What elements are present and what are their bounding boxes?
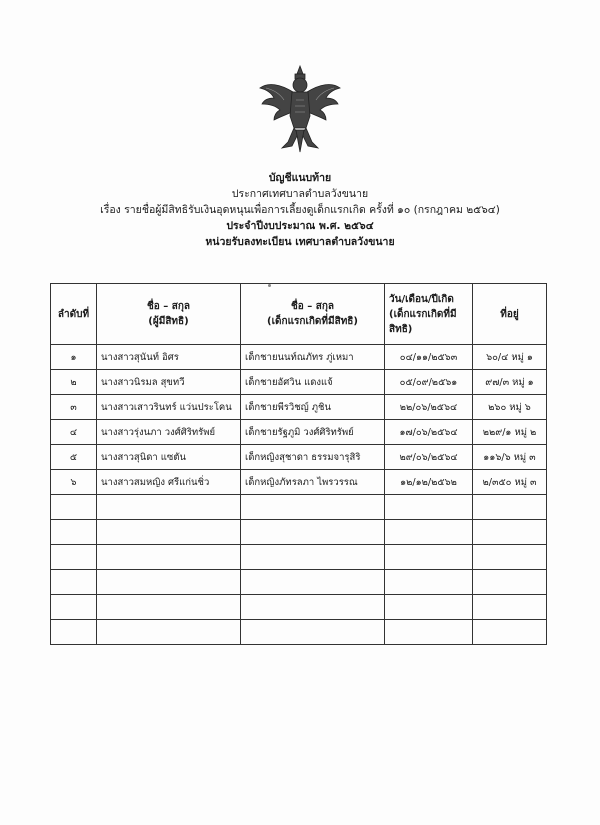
registration-unit-line: หน่วยรับลงทะเบียน เทศบาลตำบลวังขนาย [205, 236, 395, 248]
beneficiary-table [50, 283, 547, 645]
empty-table-row [51, 595, 547, 620]
cell-birthdate: ๑๒/๑๒/๒๕๖๒ [385, 470, 473, 495]
column-header-address: ที่อยู่ [473, 284, 547, 345]
cell-birthdate: ๑๗/๐๖/๒๕๖๔ [385, 420, 473, 445]
empty-table-row [51, 620, 547, 645]
announcement-title: ประกาศเทศบาลตำบลวังขนาย [231, 188, 369, 200]
empty-table-row [51, 545, 547, 570]
column-header-child: ชื่อ – สกุล (เด็กแรกเกิดที่มีสิทธิ) [241, 284, 385, 345]
cell-no: ๔ [51, 420, 97, 445]
table-row [51, 445, 547, 470]
document-header [40, 170, 560, 250]
column-header-parent: ชื่อ – สกุล (ผู้มีสิทธิ) [97, 284, 241, 345]
cell-parent: นางสาวรุ่งนภา วงศ์ศิริทรัพย์ [97, 420, 241, 445]
cell-child: เด็กชายพีรวิชญ์ ภูชิน [241, 395, 385, 420]
cell-birthdate: ๒๙/๐๖/๒๕๖๔ [385, 445, 473, 470]
column-header-no: ลำดับที่ [51, 284, 97, 345]
cell-child: เด็กหญิงภัทรลภา ไพรวรรณ [241, 470, 385, 495]
cell-address: ๒๒๙/๑ หมู่ ๒ [473, 420, 547, 445]
cell-child: เด็กชายรัฐภูมิ วงศ์ศิริทรัพย์ [241, 420, 385, 445]
empty-table-row [51, 570, 547, 595]
cell-address: ๖๐/๔ หมู่ ๑ [473, 345, 547, 370]
table-row [51, 345, 547, 370]
cell-parent: นางสาวนิรมล สุขทวี [97, 370, 241, 395]
table-row [51, 420, 547, 445]
appendix-title: บัญชีแนบท้าย [268, 172, 332, 184]
cell-child: เด็กหญิงสุชาดา ธรรมจารุสิริ [241, 445, 385, 470]
cell-address: ๒๖๐ หมู่ ๖ [473, 395, 547, 420]
fiscal-year-line: ประจำปีงบประมาณ พ.ศ. ๒๕๖๔ [226, 220, 374, 232]
scan-speck [268, 284, 271, 287]
cell-child: เด็กชายอัศวิน แดงแจ้ [241, 370, 385, 395]
cell-birthdate: ๒๒/๐๖/๒๕๖๔ [385, 395, 473, 420]
cell-parent: นางสาวสุนันท์ อิศร [97, 345, 241, 370]
cell-no: ๑ [51, 345, 97, 370]
subject-line: เรื่อง รายชื่อผู้มีสิทธิรับเงินอุดหนุนเพื่อการเลี้ยงดูเด็กแรกเกิด ครั้งที่ ๑๐ (กรกฎาคม ๒๕๖๔) [100, 204, 500, 216]
cell-no: ๕ [51, 445, 97, 470]
cell-parent: นางสาวสมหญิง ศรีแก่นชิ่ว [97, 470, 241, 495]
table-row [51, 470, 547, 495]
cell-no: ๒ [51, 370, 97, 395]
empty-table-row [51, 495, 547, 520]
table-row [51, 370, 547, 395]
cell-address: ๙๗/๓ หมู่ ๑ [473, 370, 547, 395]
cell-address: ๑๑๖/๖ หมู่ ๓ [473, 445, 547, 470]
cell-no: ๓ [51, 395, 97, 420]
cell-child: เด็กชายนนท์ณภัทร ภู่เหมา [241, 345, 385, 370]
empty-table-row [51, 520, 547, 545]
column-header-birthdate: วัน/เดือน/ปีเกิด (เด็กแรกเกิดที่มีสิทธิ) [385, 284, 473, 345]
garuda-emblem-icon [258, 64, 342, 154]
cell-birthdate: ๐๔/๑๑/๒๕๖๓ [385, 345, 473, 370]
cell-birthdate: ๐๕/๐๙/๒๕๖๑ [385, 370, 473, 395]
cell-parent: นางสาวเสาวรินทร์ แว่นประโคน [97, 395, 241, 420]
cell-address: ๒/๓๕๐ หมู่ ๓ [473, 470, 547, 495]
cell-parent: นางสาวสุนิดา แซตัน [97, 445, 241, 470]
cell-no: ๖ [51, 470, 97, 495]
table-header-row [51, 284, 547, 345]
table-row [51, 395, 547, 420]
